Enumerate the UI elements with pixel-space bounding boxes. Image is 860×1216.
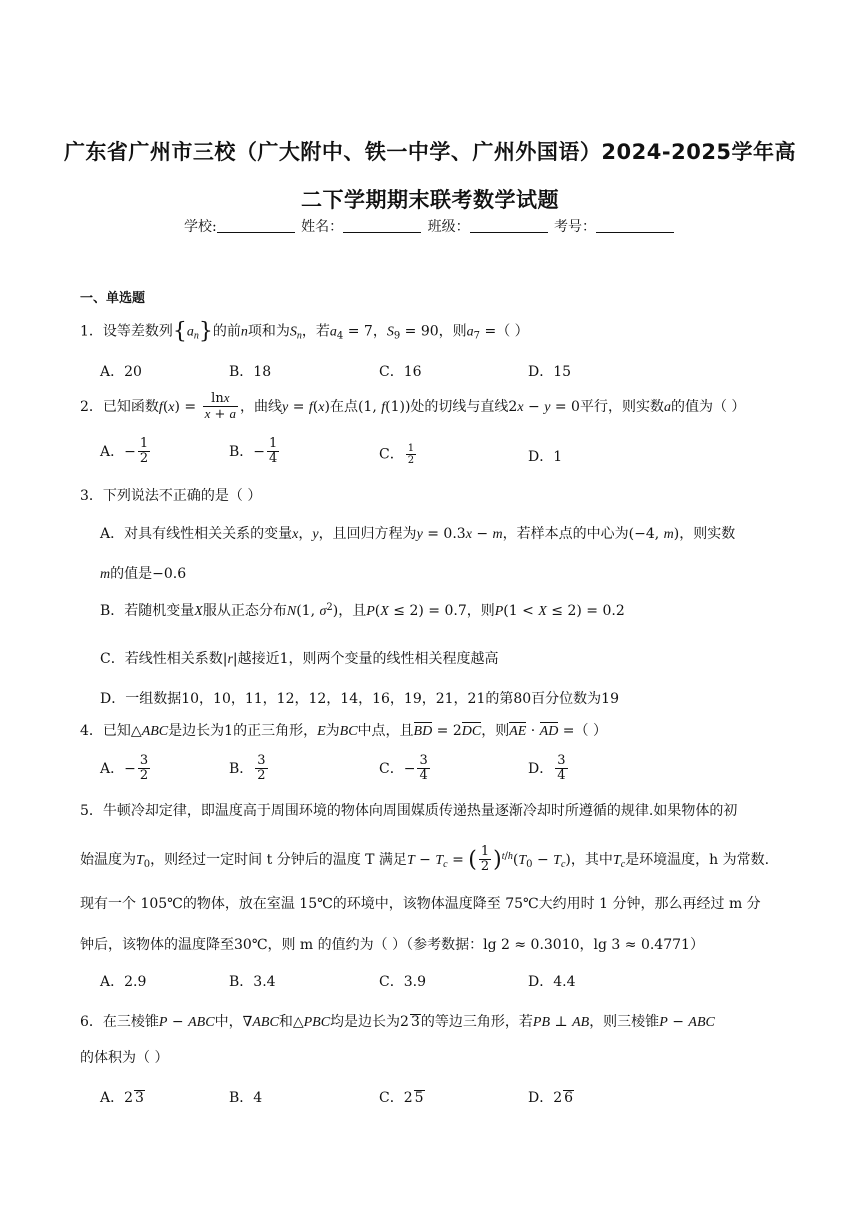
school-blank [217, 218, 295, 233]
section-heading: 一、单选题 [80, 291, 146, 306]
q5-option-d: D．4.4 [528, 974, 576, 990]
q6-option-b: B．4 [229, 1090, 263, 1106]
q4-option-c: C．− $\frac{3}{4}$ [379, 753, 428, 784]
q2-option-b: B．− $\frac{1}{4}$ [229, 436, 278, 467]
exam-number-label: 考号： [554, 219, 597, 235]
q5-option-a: A．2.9 [100, 974, 147, 990]
question-4: 4．已知△ABC是边长为1的正三角形，E为BC中点，且BD = 2DC，则AE · AD =（ ） [80, 723, 607, 739]
student-info-row [0, 216, 860, 236]
q5-option-b: B．3.4 [229, 974, 276, 990]
question-1: 1．设等差数列$\{a_n\}$的前n项和为$S_n$，若$a_4 = 7$，$S_9 = 90$，则$a_7$ =（ ） [80, 319, 529, 344]
q3-option-b: B．若随机变量X服从正态分布N(1, $\sigma^2$)，且P(X ≤ 2) = 0.7，则P(1 < X ≤ 2) = 0.2 [100, 602, 625, 619]
document-title-line-2: 二下学期期末联考数学试题 [301, 188, 559, 212]
q3-option-a-cont: m的值是−0.6 [100, 566, 187, 582]
class-label: 班级： [427, 219, 470, 235]
question-6: 6．在三棱锥P − ABC中，∇ABC和△PBC均是边长为2 3的等边三角形，若PB ⊥ AB，则三棱锥P − ABC [80, 1014, 715, 1030]
q6-option-a: A．2 3 [100, 1090, 144, 1106]
q6-option-c: C．2 5 [379, 1090, 424, 1106]
q1-option-c: C．16 [379, 364, 422, 380]
question-5: 5．牛顿冷却定律，即温度高于周围环境的物体向周围媒质传递热量逐渐冷却时所遵循的规律.如果物体的初 [80, 803, 738, 819]
question-2: 2．已知函数f(x) = $\frac{\ln x}{x + a}$ ，曲线y = f(x)在点(1, f(1))处的切线与直线2x − y = 0平行，则实数a的值为（ ） [80, 390, 746, 423]
q1-option-d: D．15 [528, 364, 572, 380]
school-label: 学校: [183, 219, 217, 235]
question-5-line-4: 钟后，该物体的温度降至30℃，则 m 的值约为（ ）（参考数据：lg 2 ≈ 0.3010，lg 3 ≈ 0.4771） [80, 937, 704, 953]
question-5-line-2: 始温度为$T_0$，则经过一定时间 t 分钟后的温度 T 满足$T - T_c$ = ( $\frac{1}{2}$ )$^{t/h}(T_0 - T_c)$，其中$T_c$是环境温度，h 为常数. [80, 844, 770, 875]
q1-option-a: A．20 [100, 364, 142, 380]
q3-option-a: A．对具有线性相关关系的变量x，y，且回归方程为y = 0.3x − m，若样本点的中心为(−4, m)，则实数 [100, 526, 736, 542]
name-label: 姓名： [301, 219, 344, 235]
q2-option-c: C． $\frac{1}{2}$ [379, 443, 415, 466]
q4-option-d: D． $\frac{3}{4}$ [528, 753, 566, 784]
q4-option-a: A．− $\frac{3}{2}$ [100, 753, 149, 784]
class-blank [470, 218, 548, 233]
exam-number-blank [596, 218, 674, 233]
question-6-line-2: 的体积为（ ） [80, 1050, 169, 1066]
document-title-line-1: 广东省广州市三校（广大附中、铁一中学、广州外国语）2024-2025学年高 [63, 140, 797, 164]
q2-option-d: D．1 [528, 449, 563, 465]
q3-option-c: C．若线性相关系数|r|越接近1，则两个变量的线性相关程度越高 [100, 651, 499, 667]
q1-option-b: B．18 [229, 364, 272, 380]
q2-option-a: A．− $\frac{1}{2}$ [100, 436, 149, 467]
q4-option-b: B． $\frac{3}{2}$ [229, 753, 266, 784]
q5-option-c: C．3.9 [379, 974, 426, 990]
q6-option-d: D．2 6 [528, 1090, 574, 1106]
question-3: 3．下列说法不正确的是（ ） [80, 488, 262, 504]
q3-option-d: D．一组数据10，10，11，12，12，14，16，19，21，21的第80百分位数为19 [100, 691, 619, 707]
question-5-line-3: 现有一个 105℃的物体，放在室温 15℃的环境中，该物体温度降至 75℃大约用时 1 分钟，那么再经过 m 分 [80, 896, 761, 912]
name-blank [343, 218, 421, 233]
